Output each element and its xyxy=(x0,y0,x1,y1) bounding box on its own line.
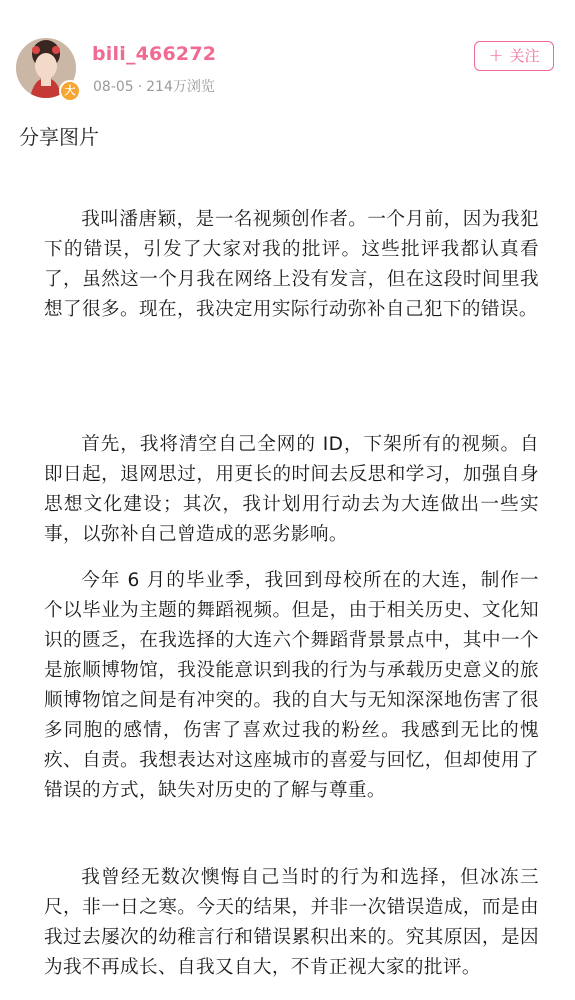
article-paragraph: 首先，我将清空自己全网的 ID，下架所有的视频。自即日起，退网思过，用更长的时间去反思和学习，加强自身思想文化建设；其次，我计划用行动去为大连做出一些实事，以弥补自己曾造成的恶劣影响。 xyxy=(44,434,539,545)
article-paragraph: 我曾经无数次懊悔自己当时的行为和选择，但冰冻三尺，非一日之寒。今天的结果，并非一次错误造成，而是由我过去屡次的幼稚言行和错误累积出来的。究其原因，是因为我不再成长、自我又自大，不肯正视大家的批评。 xyxy=(44,867,539,978)
meta-separator: · xyxy=(137,79,143,95)
post-date: 08-05 xyxy=(93,79,134,95)
post-header xyxy=(0,0,575,110)
follow-button[interactable] xyxy=(474,41,554,71)
level-badge: 大 xyxy=(59,80,81,102)
plus-icon: + xyxy=(488,45,504,66)
article-paragraph: 我叫潘唐颖，是一名视频创作者。一个月前，因为我犯下的错误，引发了大家对我的批评。这些批评我都认真看了，虽然这一个月我在网络上没有发言，但在这段时间里我想了很多。现在，我决定用实际行动弥补自己犯下的错误。 xyxy=(44,209,539,320)
article-paragraph: 今年 6 月的毕业季，我回到母校所在的大连，制作一个以毕业为主题的舞蹈视频。但是，由于相关历史、文化知识的匮乏，在我选择的大连六个舞蹈背景景点中，其中一个是旅顺博物馆，我没能意识到我的行为与承载历史意义的旅顺博物馆之间是有冲突的。我的自大与无知深深地伤害了很多同胞的感情，伤害了喜欢过我的粉丝。我感到无比的愧疚、自责。我想表达对这座城市的喜爱与回忆，但却使用了错误的方式，缺失对历史的了解与尊重。 xyxy=(44,570,539,801)
post-meta xyxy=(93,76,215,96)
follow-label: 关注 xyxy=(509,47,540,65)
view-count: 214万浏览 xyxy=(146,79,215,95)
page-title: 分享图片 xyxy=(19,125,99,149)
username[interactable]: bili_466272 xyxy=(92,43,217,65)
